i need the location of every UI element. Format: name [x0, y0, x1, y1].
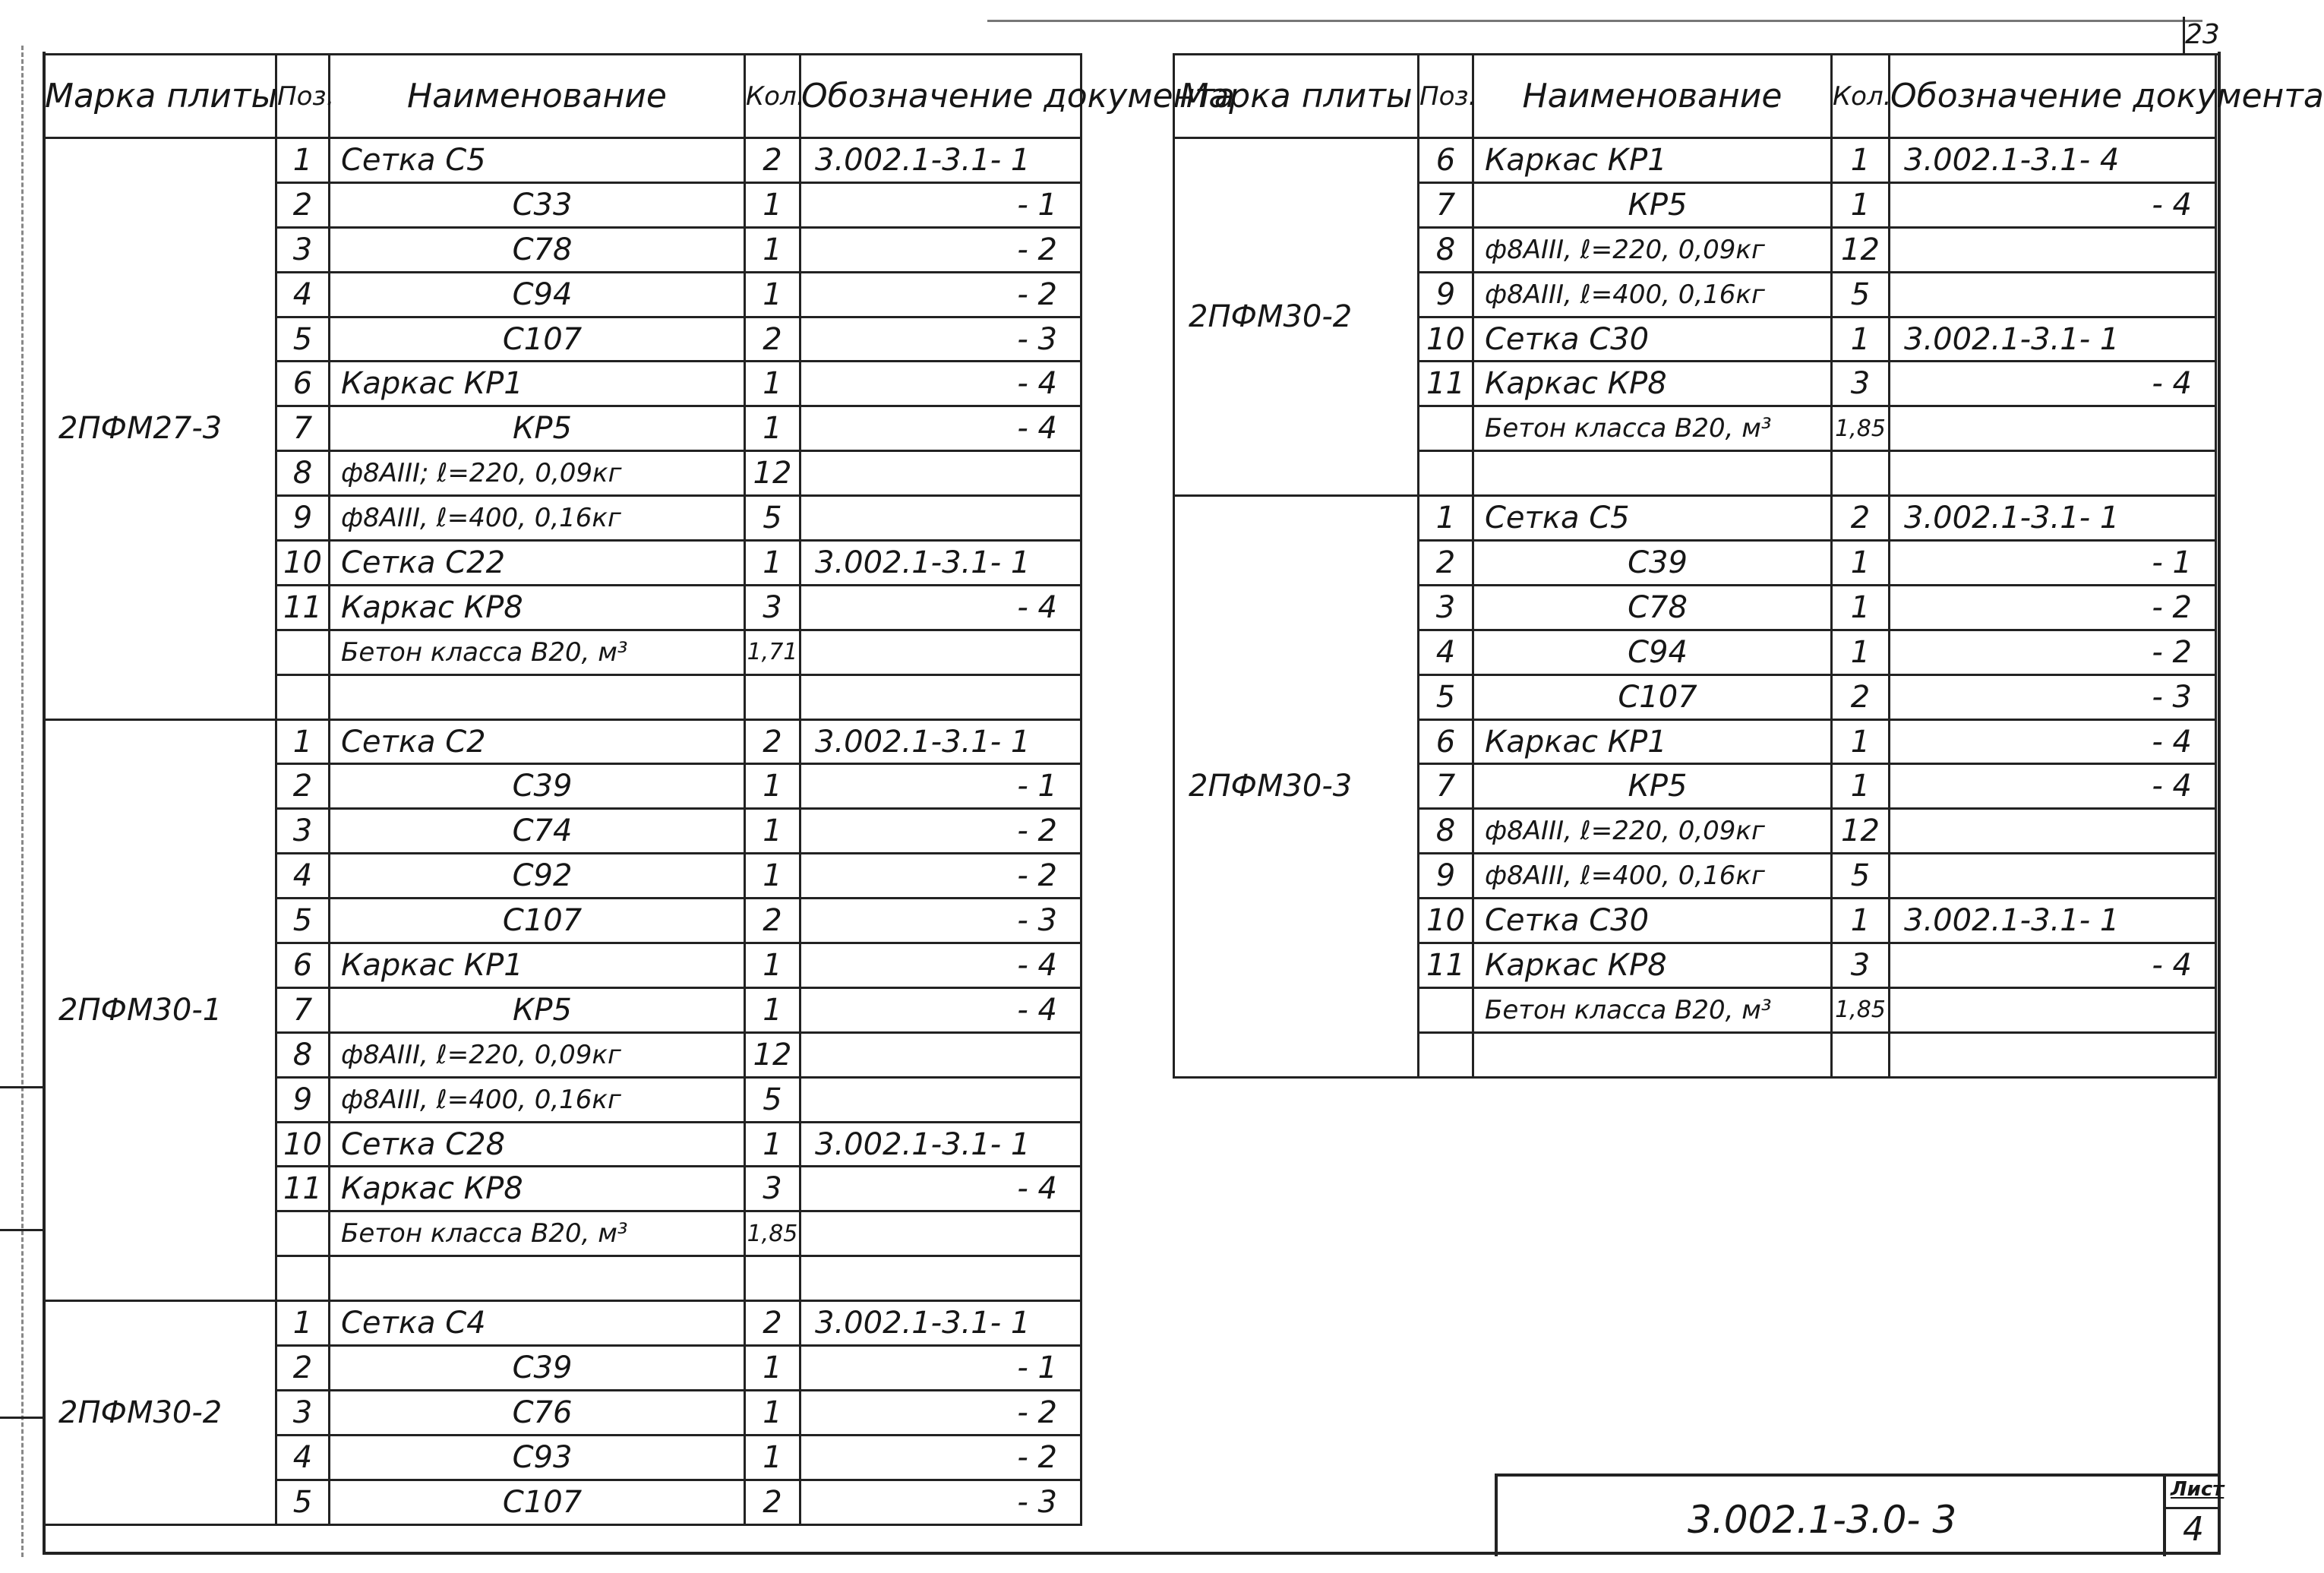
name-cell: ф8АIII, ℓ=220, 0,09кг — [330, 1032, 745, 1077]
quantity-cell: 1,85 — [1832, 987, 1890, 1032]
name-cell: С78 — [1473, 585, 1832, 630]
position-cell — [276, 674, 330, 719]
name-cell: Каркас КР1 — [330, 943, 745, 988]
name-cell: Сетка С30 — [1473, 899, 1832, 943]
position-cell: 3 — [276, 809, 330, 854]
position-cell: 8 — [1419, 809, 1473, 854]
position-cell: 4 — [276, 272, 330, 317]
quantity-cell: 1 — [745, 854, 800, 899]
document-cell: - 4 — [800, 943, 1081, 988]
name-cell: Каркас КР1 — [1473, 138, 1832, 183]
quantity-cell: 1 — [1832, 585, 1890, 630]
name-cell: ф8АIII, ℓ=400, 0,16кг — [330, 1077, 745, 1122]
quantity-cell: 1 — [745, 1346, 800, 1391]
document-cell: - 4 — [1890, 362, 2216, 406]
document-cell: - 1 — [1890, 541, 2216, 586]
name-cell: С92 — [330, 854, 745, 899]
document-cell — [800, 674, 1081, 719]
position-cell: 5 — [1419, 674, 1473, 719]
name-cell: С78 — [330, 227, 745, 272]
name-cell: Сетка С28 — [330, 1122, 745, 1167]
sheet-number: 4 — [2183, 1510, 2204, 1549]
table-row — [1174, 138, 2216, 183]
position-cell: 9 — [276, 1077, 330, 1122]
document-cell: - 4 — [800, 987, 1081, 1032]
name-cell: Сетка С5 — [1473, 496, 1832, 541]
document-cell: 3.002.1-3.1- 1 — [800, 138, 1081, 183]
quantity-cell: 12 — [1832, 227, 1890, 272]
document-cell: - 3 — [1890, 674, 2216, 719]
document-cell: 3.002.1-3.1- 1 — [1890, 496, 2216, 541]
name-cell: Каркас КР8 — [1473, 362, 1832, 406]
quantity-cell: 2 — [745, 899, 800, 943]
position-cell: 2 — [276, 764, 330, 809]
document-cell: 3.002.1-3.1- 1 — [1890, 317, 2216, 362]
document-cell: - 2 — [800, 1390, 1081, 1435]
title-block-stamp — [1495, 1474, 2225, 1556]
name-cell: С74 — [330, 809, 745, 854]
margin-divider — [0, 1417, 43, 1419]
quantity-cell: 3 — [745, 585, 800, 630]
position-cell: 10 — [1419, 899, 1473, 943]
document-cell — [1890, 809, 2216, 854]
document-cell — [1890, 987, 2216, 1032]
name-cell — [1473, 1032, 1832, 1077]
sheet-label: Лист — [2171, 1478, 2225, 1501]
quantity-cell: 2 — [745, 1301, 800, 1346]
position-cell: 6 — [276, 943, 330, 988]
quantity-cell: 2 — [745, 1480, 800, 1524]
position-cell: 9 — [1419, 854, 1473, 899]
quantity-cell: 1 — [745, 987, 800, 1032]
header-doc: Обозначение документа — [1890, 55, 2216, 138]
position-cell: 4 — [276, 854, 330, 899]
document-cell: - 3 — [800, 899, 1081, 943]
quantity-cell: 3 — [745, 1167, 800, 1211]
document-cell — [1890, 854, 2216, 899]
position-cell: 10 — [276, 1122, 330, 1167]
position-cell — [1419, 451, 1473, 496]
document-cell: - 2 — [800, 227, 1081, 272]
document-cell — [800, 630, 1081, 674]
position-cell: 11 — [1419, 362, 1473, 406]
quantity-cell: 12 — [745, 451, 800, 496]
position-cell: 3 — [1419, 585, 1473, 630]
quantity-cell: 1 — [1832, 317, 1890, 362]
name-cell: ф8АIII; ℓ=220, 0,09кг — [330, 451, 745, 496]
name-cell: С94 — [330, 272, 745, 317]
quantity-cell: 1 — [745, 362, 800, 406]
name-cell — [330, 674, 745, 719]
name-cell: КР5 — [1473, 182, 1832, 227]
name-cell: Сетка С5 — [330, 138, 745, 183]
quantity-cell: 1 — [745, 1390, 800, 1435]
position-cell — [1419, 1032, 1473, 1077]
position-cell: 10 — [1419, 317, 1473, 362]
position-cell: 10 — [276, 541, 330, 586]
position-cell: 4 — [1419, 630, 1473, 674]
page-number: 23 — [2183, 17, 2218, 55]
name-cell: ф8АIII, ℓ=400, 0,16кг — [330, 496, 745, 541]
document-cell: - 3 — [800, 1480, 1081, 1524]
position-cell: 2 — [1419, 541, 1473, 586]
document-cell — [1890, 451, 2216, 496]
position-cell: 1 — [276, 719, 330, 764]
header-kol: Кол. — [745, 55, 800, 138]
position-cell: 8 — [276, 1032, 330, 1077]
quantity-cell: 3 — [1832, 943, 1890, 988]
document-cell: 3.002.1-3.1- 1 — [800, 1301, 1081, 1346]
name-cell: Бетон класса В20, м³ — [1473, 406, 1832, 451]
document-cell: 3.002.1-3.1- 1 — [800, 541, 1081, 586]
document-cell: 3.002.1-3.1- 4 — [1890, 138, 2216, 183]
document-cell: - 4 — [1890, 719, 2216, 764]
name-cell: С33 — [330, 182, 745, 227]
quantity-cell: 2 — [1832, 674, 1890, 719]
sheet-cell — [2163, 1477, 2225, 1556]
position-cell: 2 — [276, 182, 330, 227]
document-cell — [1890, 1032, 2216, 1077]
right-spec-table — [1173, 53, 2324, 1079]
plate-mark-cell: 2ПФМ27-3 — [44, 138, 276, 720]
name-cell: С93 — [330, 1435, 745, 1480]
header-pos: Поз. — [276, 55, 330, 138]
binding-margin-line — [21, 46, 24, 1557]
quantity-cell: 12 — [745, 1032, 800, 1077]
name-cell: КР5 — [1473, 764, 1832, 809]
top-border-line — [987, 20, 2202, 22]
document-cell: - 4 — [1890, 943, 2216, 988]
name-cell: С94 — [1473, 630, 1832, 674]
table-header-row — [1174, 55, 2216, 138]
quantity-cell: 5 — [745, 496, 800, 541]
position-cell: 5 — [276, 317, 330, 362]
position-cell: 3 — [276, 1390, 330, 1435]
position-cell: 5 — [276, 1480, 330, 1524]
header-doc: Обозначение документа — [800, 55, 1081, 138]
document-cell: - 2 — [1890, 630, 2216, 674]
document-cell: - 4 — [1890, 182, 2216, 227]
document-cell: - 4 — [800, 406, 1081, 451]
position-cell: 4 — [276, 1435, 330, 1480]
position-cell — [276, 630, 330, 674]
name-cell: КР5 — [330, 406, 745, 451]
position-cell — [1419, 987, 1473, 1032]
quantity-cell: 1,71 — [745, 630, 800, 674]
position-cell: 6 — [276, 362, 330, 406]
plate-mark-cell: 2ПФМ30-1 — [44, 719, 276, 1301]
quantity-cell: 1,85 — [1832, 406, 1890, 451]
position-cell: 7 — [276, 406, 330, 451]
quantity-cell — [1832, 451, 1890, 496]
document-cell: - 2 — [800, 809, 1081, 854]
document-cell: - 3 — [800, 317, 1081, 362]
quantity-cell: 1 — [745, 182, 800, 227]
position-cell: 7 — [1419, 182, 1473, 227]
table-row — [44, 138, 1081, 183]
plate-mark-cell: 2ПФМ30-2 — [44, 1301, 276, 1524]
header-kol: Кол. — [1832, 55, 1890, 138]
header-marka: Марка плиты — [44, 55, 276, 138]
position-cell: 1 — [276, 138, 330, 183]
table-row — [44, 719, 1081, 764]
header-name: Наименование — [1473, 55, 1832, 138]
document-cell: - 2 — [1890, 585, 2216, 630]
name-cell: С76 — [330, 1390, 745, 1435]
plate-mark-cell: 2ПФМ30-2 — [1174, 138, 1419, 496]
quantity-cell: 3 — [1832, 362, 1890, 406]
position-cell: 6 — [1419, 138, 1473, 183]
position-cell — [276, 1211, 330, 1256]
name-cell: С107 — [330, 317, 745, 362]
name-cell: С39 — [1473, 541, 1832, 586]
document-cell: - 2 — [800, 272, 1081, 317]
name-cell: С107 — [330, 899, 745, 943]
name-cell: Сетка С2 — [330, 719, 745, 764]
margin-divider — [0, 1086, 43, 1088]
left-spec-table — [43, 53, 1235, 1526]
quantity-cell: 1 — [745, 809, 800, 854]
name-cell — [330, 1256, 745, 1301]
document-cell: - 2 — [800, 854, 1081, 899]
document-cell — [800, 1256, 1081, 1301]
plate-mark-cell: 2ПФМ30-3 — [1174, 496, 1419, 1078]
quantity-cell: 1 — [1832, 541, 1890, 586]
name-cell: Бетон класса В20, м³ — [330, 1211, 745, 1256]
position-cell: 11 — [276, 1167, 330, 1211]
name-cell: Сетка С22 — [330, 541, 745, 586]
document-cell: - 2 — [800, 1435, 1081, 1480]
name-cell: Сетка С30 — [1473, 317, 1832, 362]
document-cell — [800, 1077, 1081, 1122]
header-marka: Марка плиты — [1174, 55, 1419, 138]
quantity-cell — [745, 674, 800, 719]
quantity-cell: 5 — [1832, 272, 1890, 317]
document-code: 3.002.1-3.0- 3 — [1688, 1498, 1957, 1542]
quantity-cell: 1 — [1832, 719, 1890, 764]
position-cell: 6 — [1419, 719, 1473, 764]
position-cell — [276, 1256, 330, 1301]
document-cell: - 4 — [1890, 764, 2216, 809]
position-cell: 1 — [276, 1301, 330, 1346]
quantity-cell: 5 — [745, 1077, 800, 1122]
header-pos: Поз. — [1419, 55, 1473, 138]
document-cell: - 4 — [800, 1167, 1081, 1211]
document-cell: 3.002.1-3.1- 1 — [800, 1122, 1081, 1167]
sheet-divider — [2166, 1507, 2221, 1509]
document-cell — [800, 451, 1081, 496]
quantity-cell — [1832, 1032, 1890, 1077]
document-cell — [1890, 406, 2216, 451]
name-cell: Каркас КР8 — [1473, 943, 1832, 988]
document-cell — [800, 496, 1081, 541]
name-cell: Каркас КР1 — [330, 362, 745, 406]
name-cell: Каркас КР8 — [330, 1167, 745, 1211]
position-cell: 9 — [1419, 272, 1473, 317]
quantity-cell: 2 — [745, 138, 800, 183]
document-cell — [800, 1032, 1081, 1077]
name-cell: Каркас КР1 — [1473, 719, 1832, 764]
position-cell: 9 — [276, 496, 330, 541]
position-cell: 7 — [276, 987, 330, 1032]
quantity-cell: 1 — [1832, 630, 1890, 674]
table-row — [44, 1301, 1081, 1346]
document-cell: - 4 — [800, 585, 1081, 630]
position-cell: 8 — [276, 451, 330, 496]
quantity-cell: 1 — [745, 1122, 800, 1167]
position-cell — [1419, 406, 1473, 451]
name-cell: Бетон класса В20, м³ — [1473, 987, 1832, 1032]
name-cell: С39 — [330, 1346, 745, 1391]
quantity-cell — [745, 1256, 800, 1301]
document-cell: - 1 — [800, 1346, 1081, 1391]
quantity-cell: 1 — [745, 272, 800, 317]
quantity-cell: 2 — [745, 317, 800, 362]
document-cell: 3.002.1-3.1- 1 — [1890, 899, 2216, 943]
position-cell: 2 — [276, 1346, 330, 1391]
position-cell: 8 — [1419, 227, 1473, 272]
name-cell — [1473, 451, 1832, 496]
position-cell: 11 — [1419, 943, 1473, 988]
document-cell — [800, 1211, 1081, 1256]
quantity-cell: 1 — [745, 943, 800, 988]
quantity-cell: 1 — [745, 406, 800, 451]
document-cell — [1890, 227, 2216, 272]
name-cell: КР5 — [330, 987, 745, 1032]
name-cell: Каркас КР8 — [330, 585, 745, 630]
quantity-cell: 1 — [745, 541, 800, 586]
document-cell: 3.002.1-3.1- 1 — [800, 719, 1081, 764]
name-cell: ф8АIII, ℓ=400, 0,16кг — [1473, 272, 1832, 317]
name-cell: С39 — [330, 764, 745, 809]
quantity-cell: 1 — [1832, 182, 1890, 227]
name-cell: С107 — [1473, 674, 1832, 719]
position-cell: 1 — [1419, 496, 1473, 541]
position-cell: 5 — [276, 899, 330, 943]
quantity-cell: 5 — [1832, 854, 1890, 899]
margin-divider — [0, 1229, 43, 1231]
name-cell: ф8АIII, ℓ=400, 0,16кг — [1473, 854, 1832, 899]
table-row — [1174, 496, 2216, 541]
table-header-row — [44, 55, 1081, 138]
header-name: Наименование — [330, 55, 745, 138]
quantity-cell: 12 — [1832, 809, 1890, 854]
name-cell: Сетка С4 — [330, 1301, 745, 1346]
document-cell: - 4 — [800, 362, 1081, 406]
document-cell: - 1 — [800, 764, 1081, 809]
quantity-cell: 2 — [745, 719, 800, 764]
name-cell: ф8АIII, ℓ=220, 0,09кг — [1473, 809, 1832, 854]
quantity-cell: 1 — [1832, 899, 1890, 943]
name-cell: Бетон класса В20, м³ — [330, 630, 745, 674]
quantity-cell: 2 — [1832, 496, 1890, 541]
quantity-cell: 1,85 — [745, 1211, 800, 1256]
position-cell: 3 — [276, 227, 330, 272]
name-cell: С107 — [330, 1480, 745, 1524]
quantity-cell: 1 — [745, 227, 800, 272]
position-cell: 11 — [276, 585, 330, 630]
quantity-cell: 1 — [1832, 764, 1890, 809]
document-cell — [1890, 272, 2216, 317]
quantity-cell: 1 — [1832, 138, 1890, 183]
quantity-cell: 1 — [745, 764, 800, 809]
position-cell: 7 — [1419, 764, 1473, 809]
document-cell: - 1 — [800, 182, 1081, 227]
quantity-cell: 1 — [745, 1435, 800, 1480]
name-cell: ф8АIII, ℓ=220, 0,09кг — [1473, 227, 1832, 272]
